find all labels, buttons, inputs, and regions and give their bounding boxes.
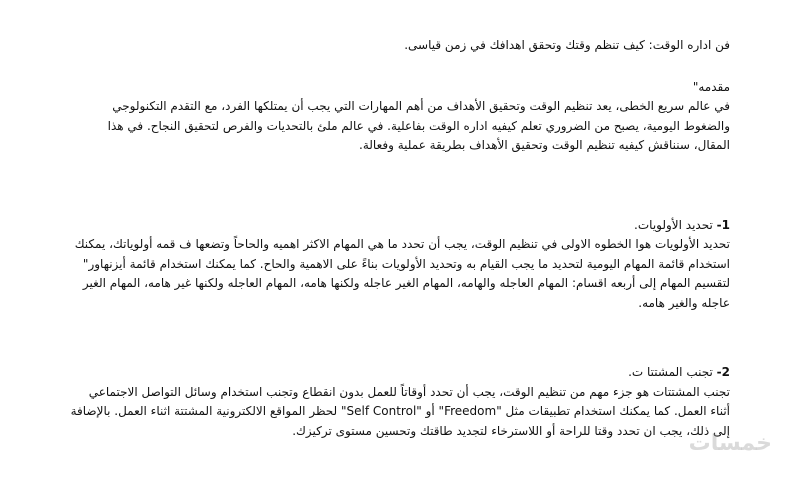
document-title: فن اداره الوقت: كيف تنظم وقتك وتحقق اهدافك في زمن قياسى. (404, 38, 730, 52)
section-2-heading (70, 363, 730, 383)
intro-heading: مقدمه" (692, 79, 730, 94)
intro-paragraph: في عالم سريع الخطى، يعد تنظيم الوقت وتحقيق الأهداف من أهم المهارات التي يجب أن يمتلكها الفرد، مع التقدم التكنولوجي والضغوط اليومية، يصبح من الضروري تعلم كيفيه اداره الوقت بفاعلية. في عالم ملئ بالتحديات والفرص لتحقيق النجاح. في هذا المقال، سنناقش كيفيه تنظيم الوقت وتحقيق الأهداف بطريقة عملية وفعالة. (107, 99, 730, 152)
section-1-heading (70, 216, 730, 236)
document-body (70, 36, 730, 491)
section-1-number: 1- (716, 217, 730, 232)
section-2-number: 2- (716, 365, 730, 379)
section-1-title: تحديد الأولويات. (634, 217, 713, 232)
section-2-paragraph: تجنب المشتتات هو جزء مهم من تنظيم الوقت، يجب أن تحدد أوقاتاً للعمل بدون انقطاع وتجنب استخدام وسائل التواصل الاجتماعي أثناء العمل. كما يمكنك استخدام تطبيقات مثل "Freedom" أو "Self Control" لحظر المواقع الالكترونية المشتتة اثناء العمل. بالإضافة إلى ذلك، يجب ان تحدد وقتا للراحة أو اللاسترخاء لتجديد طاقتك وتحسين مستوى تركيزك. (70, 384, 730, 438)
watermark-logo: خمسات (688, 431, 772, 456)
section-2-title: تجنب المشتتا ت. (628, 365, 713, 379)
section-1-paragraph: تحديد الأولويات هوا الخطوه الاولى في تنظيم الوقت، يجب أن تحدد ما هي المهام الاكثر اهميه والحاحاً وتضعها ف قمه أولوياتك، يمكنك استخدام قائمة المهام اليومية لتحديد ما يجب القيام به وتحديد الأولويات بناءً على الاهمية والحاح. كما يمكنك استخدام قائمة أيزنهاور" لتقسيم المهام إلى أربعه اقسام: المهام العاجله والهامه، المهام الغير عاجله ولكنها هامه، المهام العاجله ولكنها غير هامه، المهام الغير عاجله والغير هامه. (74, 237, 730, 310)
